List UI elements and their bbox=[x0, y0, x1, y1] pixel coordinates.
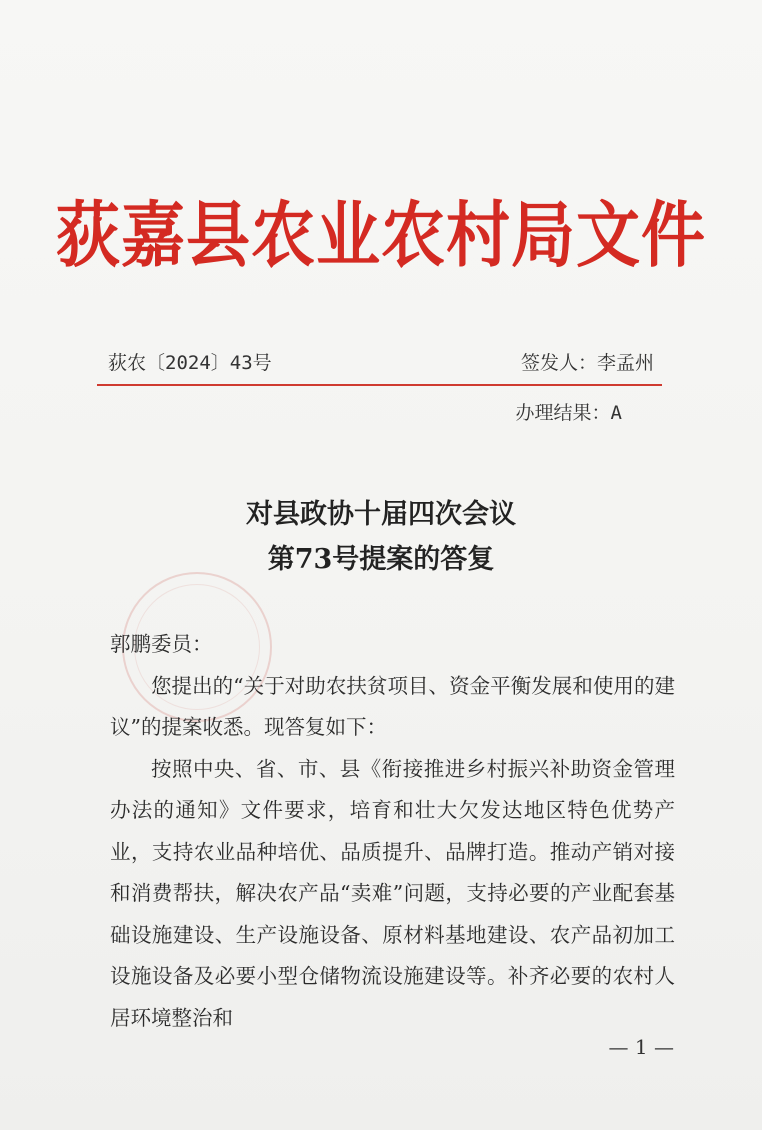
document-title-line-2: 第73号提案的答复 bbox=[267, 544, 495, 575]
handling-result: 办理结果：A bbox=[515, 402, 622, 424]
issuer-signature: 签发人：李孟州 bbox=[520, 352, 654, 374]
document-title-line-1: 对县政协十届四次会议 bbox=[246, 499, 516, 530]
document-body bbox=[110, 624, 675, 1039]
body-paragraph-1: 您提出的“关于对助农扶贫项目、资金平衡发展和使用的建议”的提案收悉。现答复如下： bbox=[110, 673, 675, 739]
masthead-title: 荻嘉县农业农村局文件 bbox=[56, 193, 706, 278]
page-number: — 1 — bbox=[608, 1035, 674, 1059]
body-paragraph-2: 按照中央、省、市、县《衔接推进乡村振兴补助资金管理办法的通知》文件要求，培育和壮大欠发达地区特色优势产业，支持农业品种培优、品质提升、品牌打造。推动产销对接和消费帮扶，解决农产品“卖难”问题，支持必要的产业配套基础设施建设、生产设施设备、原材料基地建设、农产品初加工设施设备及必要小型仓储物流设施建设等。补齐必要的农村人居环境整治和 bbox=[110, 756, 675, 1030]
salutation: 郭鹏委员： bbox=[110, 632, 213, 656]
document-meta-row bbox=[108, 348, 654, 378]
document-number: 荻农〔2024〕43号 bbox=[108, 352, 272, 374]
red-divider-line bbox=[97, 384, 662, 386]
